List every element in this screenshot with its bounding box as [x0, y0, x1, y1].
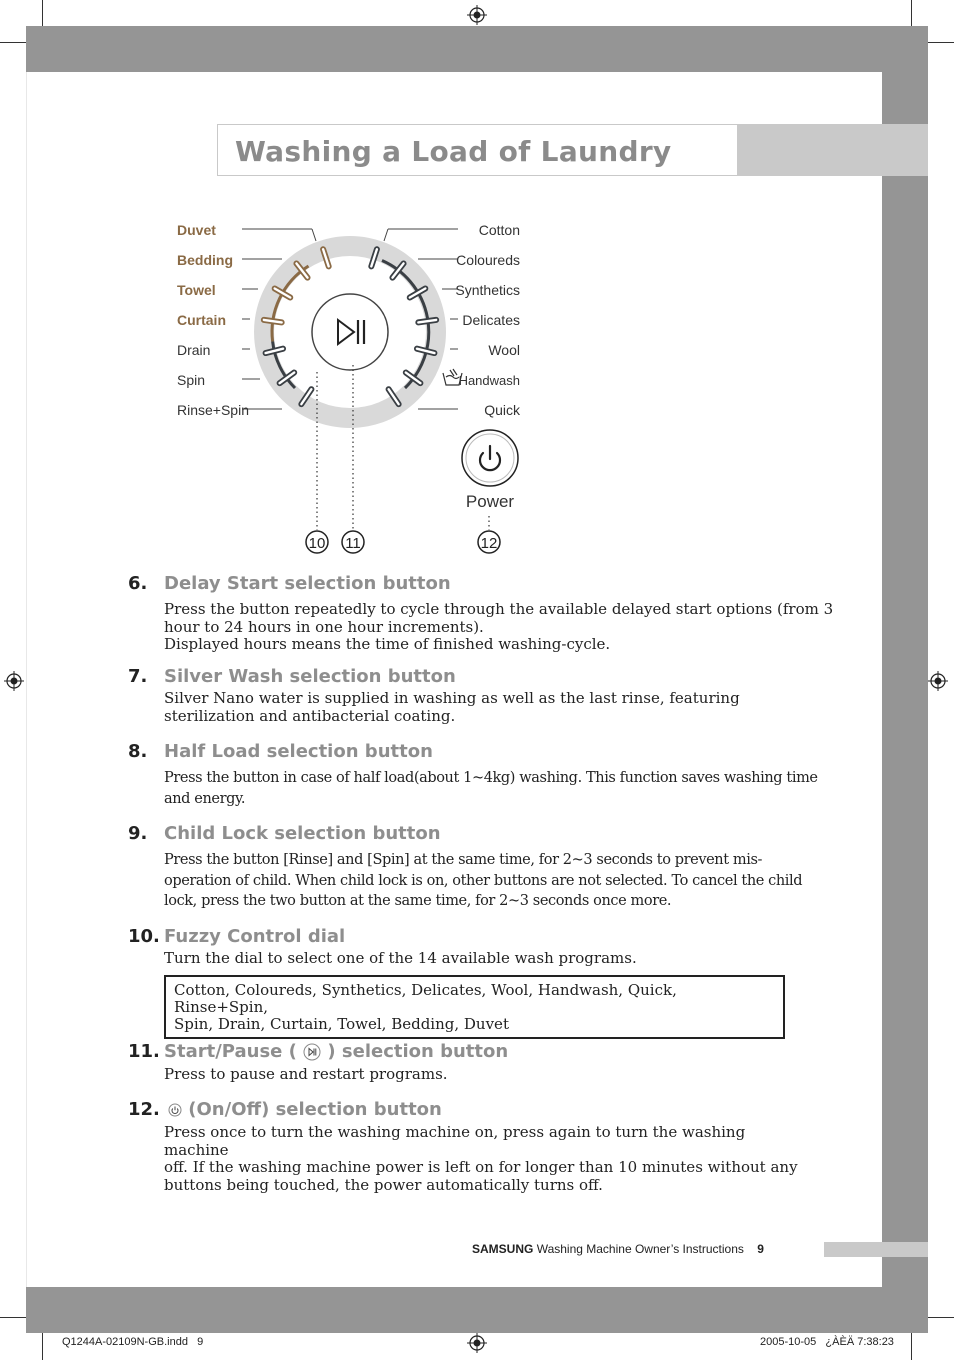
label-synthetics: Synthetics — [455, 282, 520, 298]
label-delicates: Delicates — [462, 312, 520, 328]
label-handwash: Handwash — [458, 373, 520, 388]
item-number: 11. — [128, 1041, 160, 1062]
item-body — [164, 768, 818, 809]
label-duvet: Duvet — [177, 222, 216, 238]
body-line: Silver Nano water is supplied in washing as well as the last rinse, featuring — [164, 689, 740, 707]
power-label: Power — [465, 492, 515, 511]
print-slug-date: 2005-10-05 ¿ÀÈÄ 7:38:23 — [760, 1336, 894, 1348]
right-gray-band — [882, 72, 928, 1287]
page-footer — [472, 1242, 764, 1256]
item-heading: Silver Wash selection button — [164, 666, 456, 687]
svg-text:12: 12 — [480, 535, 498, 552]
label-towel: Towel — [177, 282, 216, 298]
page-title: Washing a Load of Laundry — [235, 135, 672, 168]
label-wool: Wool — [488, 342, 520, 358]
label-quick: Quick — [484, 402, 520, 418]
body-line: Press to pause and restart programs. — [164, 1065, 448, 1083]
item-heading — [164, 1041, 508, 1062]
item-number: 12. — [128, 1099, 160, 1120]
footer-brand: SAMSUNG — [472, 1242, 534, 1256]
registration-mark-icon — [928, 671, 948, 691]
crop-mark — [0, 1317, 26, 1318]
heading-part: ) selection button — [327, 1041, 509, 1062]
callout-10 — [306, 531, 328, 553]
svg-text:11: 11 — [345, 535, 361, 552]
label-bedding: Bedding — [177, 252, 233, 268]
item-body — [164, 950, 800, 968]
item-number: 9. — [128, 823, 148, 844]
item-number: 7. — [128, 666, 148, 687]
item-number: 6. — [128, 573, 148, 594]
label-cotton: Cotton — [478, 222, 520, 238]
label-drain: Drain — [177, 342, 211, 358]
svg-text:10: 10 — [308, 535, 326, 552]
registration-mark-icon — [467, 1333, 487, 1353]
body-line: Turn the dial to select one of the 14 available wash programs. — [164, 949, 637, 967]
crop-mark — [911, 1333, 912, 1360]
start-pause-button[interactable] — [312, 294, 388, 370]
control-panel-svg — [150, 205, 550, 565]
top-gray-band — [26, 26, 928, 72]
body-line: Press the button [Rinse] and [Spin] at the same time, for 2~3 seconds to prevent mis- — [164, 852, 762, 868]
body-line: off. If the washing machine power is left on for longer than 10 minutes without any — [164, 1158, 798, 1176]
program-list-line: Spin, Drain, Curtain, Towel, Bedding, Duvet — [174, 1015, 509, 1033]
item-heading — [168, 1099, 442, 1120]
item-number: 8. — [128, 741, 148, 762]
footer-accent-bar — [824, 1242, 928, 1257]
body-line: Displayed hours means the time of finished washing-cycle. — [164, 635, 611, 653]
power-small-icon — [168, 1103, 182, 1117]
item-body — [164, 1066, 800, 1084]
title-accent-bar — [737, 124, 928, 176]
crop-mark — [928, 42, 954, 43]
registration-mark-icon — [467, 5, 487, 25]
label-coloureds: Coloureds — [456, 252, 520, 268]
body-line: Press the button in case of half load(about 1~4kg) washing. This function saves washing time — [164, 770, 818, 786]
item-number: 10. — [128, 926, 160, 947]
item-body — [164, 850, 803, 912]
body-line: operation of child. When child lock is on, other buttons are not selected. To cancel the child — [164, 872, 803, 889]
page-title-box — [217, 124, 738, 176]
body-line: Press the button repeatedly to cycle through the available delayed start options (from 3 — [164, 600, 834, 618]
crop-mark — [42, 1333, 43, 1360]
item-heading: Delay Start selection button — [164, 573, 451, 594]
label-rinse-spin: Rinse+Spin — [177, 402, 249, 418]
registration-mark-icon — [4, 671, 24, 691]
item-body — [164, 690, 800, 725]
program-list-box — [164, 975, 785, 1039]
item-heading: Child Lock selection button — [164, 823, 441, 844]
crop-mark — [928, 1317, 954, 1318]
label-curtain: Curtain — [177, 312, 226, 328]
crop-mark — [42, 0, 43, 26]
item-body — [164, 1124, 800, 1194]
bottom-gray-band — [26, 1287, 928, 1333]
print-slug-file: Q1244A-02109N-GB.indd 9 — [62, 1336, 204, 1348]
item-heading: Half Load selection button — [164, 741, 433, 762]
body-line: Press once to turn the washing machine on, press again to turn the washing machine — [164, 1123, 746, 1159]
label-spin: Spin — [177, 372, 206, 388]
item-body — [164, 600, 834, 654]
callout-12 — [478, 531, 500, 553]
callout-11 — [342, 531, 364, 553]
heading-part: (On/Off) selection button — [188, 1099, 442, 1120]
crop-mark — [911, 0, 912, 26]
control-panel-illustration — [150, 205, 550, 565]
body-line: and energy. — [164, 790, 246, 807]
program-list-line: Cotton, Coloureds, Synthetics, Delicates, Wool, Handwash, Quick, Rinse+Spin, — [174, 981, 677, 1016]
body-line: hour to 24 hours in one hour increments). — [164, 617, 484, 636]
footer-text: Washing Machine Owner’s Instructions — [536, 1242, 744, 1256]
start-pause-small-icon — [303, 1043, 321, 1061]
crop-mark — [0, 42, 26, 43]
item-heading: Fuzzy Control dial — [164, 926, 346, 947]
page-number: 9 — [757, 1242, 764, 1256]
left-edge-line — [26, 72, 27, 1287]
body-line: sterilization and antibacterial coating. — [164, 706, 456, 725]
heading-part: Start/Pause ( — [164, 1041, 297, 1062]
body-line: lock, press the two button at the same time, for 2~3 seconds once more. — [164, 893, 672, 909]
body-line: buttons being touched, the power automatically turns off. — [164, 1175, 603, 1194]
